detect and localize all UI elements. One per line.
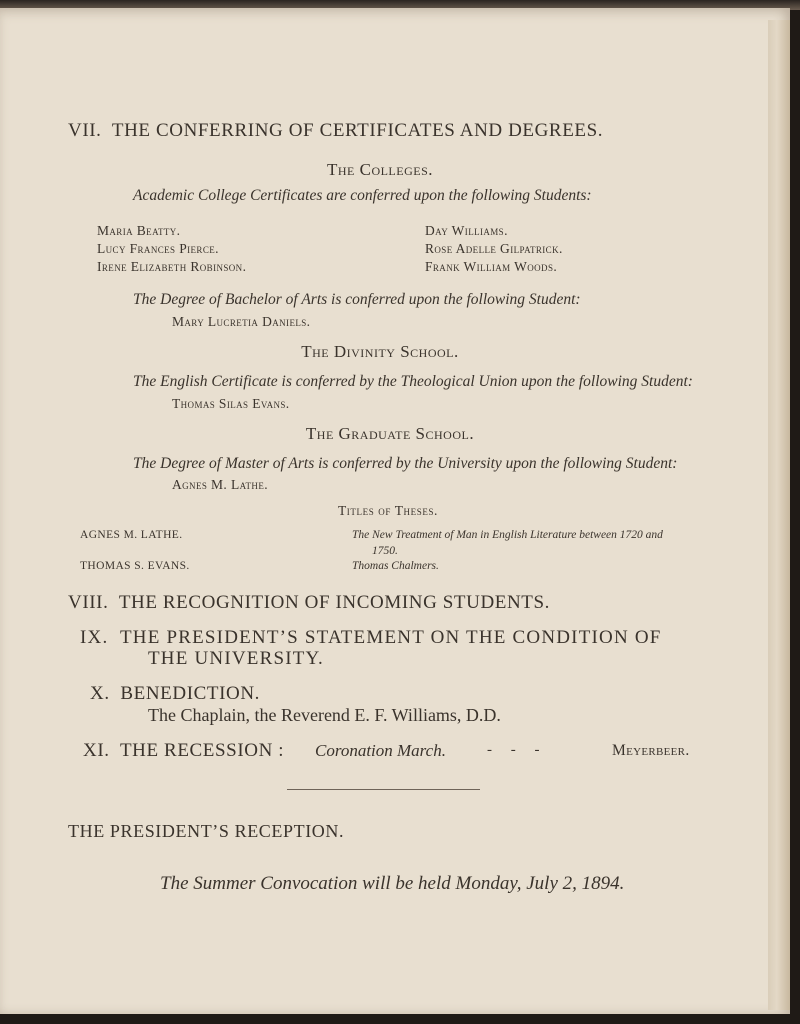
recession-dashes: - - - (487, 742, 540, 758)
section-vii-heading (68, 120, 603, 142)
summer-convocation-note: The Summer Convocation will be held Monday, July 2, 1894. (160, 873, 625, 894)
bachelor-intro: The Degree of Bachelor of Arts is conferred upon the following Student: (133, 291, 581, 308)
section-vii-number: VII. (68, 120, 102, 141)
bachelor-student: Mary Lucretia Daniels. (172, 314, 311, 329)
student-left-1: Maria Beatty. (97, 223, 181, 238)
section-x-heading (90, 683, 260, 705)
theses-heading: Titles of Theses. (337, 503, 439, 518)
student-left-3: Irene Elizabeth Robinson. (97, 259, 247, 274)
section-vii-title: THE CONFERRING OF CERTIFICATES AND DEGREES. (111, 120, 604, 141)
divinity-heading: The Divinity School. (301, 342, 459, 361)
graduate-intro: The Degree of Master of Arts is conferred by the University upon the following Student: (133, 455, 678, 472)
section-viii-number: VIII. (68, 592, 109, 613)
thesis-title-2: Thomas Chalmers. (352, 560, 439, 572)
graduate-heading: The Graduate School. (305, 424, 475, 443)
section-x-number: X. (90, 683, 110, 704)
thesis-title-1-line2: 1750. (372, 545, 398, 557)
section-viii-title: THE RECOGNITION OF INCOMING STUDENTS. (118, 592, 551, 613)
student-right-1: Day Williams. (425, 223, 508, 238)
colleges-heading: The Colleges. (326, 160, 434, 179)
section-ix-title-line1: THE PRESIDENT’S STATEMENT ON THE CONDITION OF (119, 627, 662, 648)
graduate-student: Agnes M. Lathe. (172, 477, 268, 492)
thesis-author-1: AGNES M. LATHE. (80, 529, 183, 541)
divinity-intro: The English Certificate is conferred by the Theological Union upon the following Student: (133, 373, 693, 390)
benediction-detail: The Chaplain, the Reverend E. F. Williams, D.D. (148, 705, 501, 725)
recession-composer: Meyerbeer. (612, 742, 690, 759)
thesis-author-2: THOMAS S. EVANS. (80, 560, 190, 572)
divider-rule (287, 789, 480, 790)
section-ix-heading (80, 627, 662, 649)
president-reception: THE PRESIDENT’S RECEPTION. (68, 821, 345, 841)
student-left-2: Lucy Frances Pierce. (97, 241, 219, 256)
recession-piece: Coronation March. (315, 741, 446, 760)
student-right-2: Rose Adelle Gilpatrick. (425, 241, 563, 256)
section-xi-title: THE RECESSION : (119, 740, 285, 761)
section-ix-title-line2: THE UNIVERSITY. (148, 648, 324, 669)
divinity-student: Thomas Silas Evans. (172, 396, 290, 411)
section-ix-number: IX. (80, 627, 109, 648)
thesis-title-1-line1: The New Treatment of Man in English Literature between 1720 and (352, 529, 663, 541)
section-x-title: BENEDICTION. (120, 683, 261, 704)
section-viii-heading (68, 592, 550, 614)
section-xi-number: XI. (83, 740, 110, 761)
section-xi-heading (83, 740, 284, 762)
certificates-intro: Academic College Certificates are conferred upon the following Students: (133, 187, 592, 204)
student-right-3: Frank William Woods. (425, 259, 558, 274)
